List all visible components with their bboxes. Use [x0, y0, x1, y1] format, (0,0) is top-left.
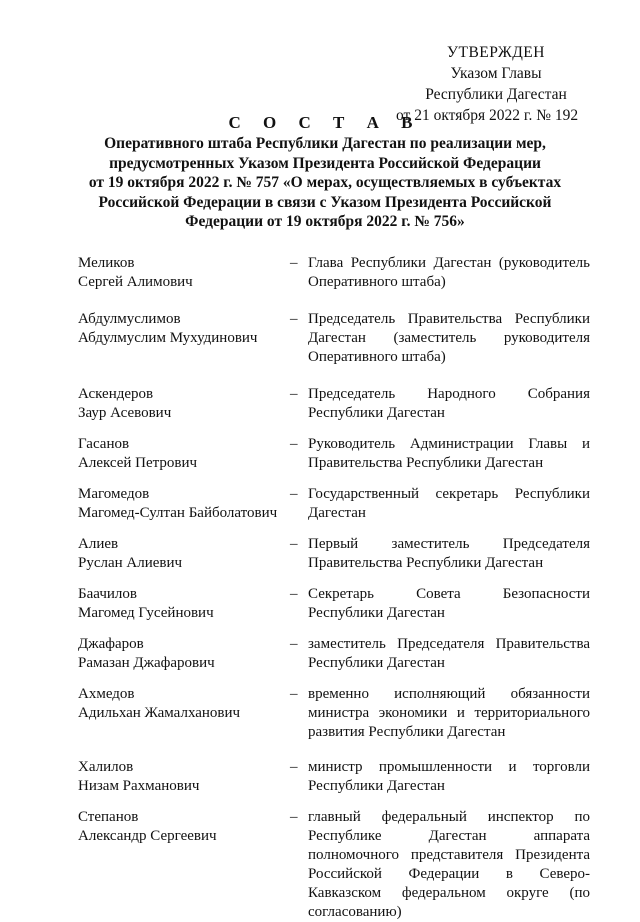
member-given-names: Александр Сергеевич — [78, 828, 217, 844]
members-list — [78, 254, 590, 922]
member-name — [78, 254, 290, 292]
member-surname: Халилов — [78, 759, 134, 775]
member-dash: – — [290, 809, 298, 825]
approval-status: УТВЕРЖДЕН — [447, 44, 545, 61]
member-dash: – — [290, 486, 298, 502]
member-given-names: Магомед-Султан Байболатович — [78, 505, 278, 521]
member-entry — [78, 385, 590, 423]
member-dash: – — [290, 436, 298, 452]
member-name — [78, 758, 290, 796]
approval-line-2: Республики Дагестан — [425, 86, 567, 103]
member-surname: Джафаров — [78, 636, 144, 652]
member-role: Председатель Правительства Республики Дагестан (заместитель руководителя Оперативного штаба) — [308, 311, 590, 365]
member-name — [78, 635, 290, 673]
approval-date: от 21 октября 2022 г. № 192 — [396, 107, 579, 124]
member-entry — [78, 254, 590, 292]
member-surname: Ахмедов — [78, 686, 135, 702]
member-dash: – — [290, 386, 298, 402]
member-entry — [78, 685, 590, 742]
member-role: главный федеральный инспектор по Республике Дагестан аппарата полномочного представителя Президента Российской Федерации в Северо-Кавказском федеральном округе (по согласованию) — [308, 809, 590, 920]
member-name — [78, 535, 290, 573]
member-entry — [78, 758, 590, 796]
member-dash: – — [290, 636, 298, 652]
member-surname: Абдулмуслимов — [78, 311, 181, 327]
member-name — [78, 435, 290, 473]
member-entry — [78, 435, 590, 473]
document-subtitle: Оперативного штаба Республики Дагестан по реализации мер, предусмотренных Указом Президента Российской Федерации от 19 октября 2022 г. № 757 «О мерах, осуществляемых в субъектах Российской Федерации в связи с Указом Президента Российской Федерации от 19 октября 2022 г. № 756» — [88, 135, 562, 230]
member-entry — [78, 485, 590, 523]
member-given-names: Руслан Алиевич — [78, 555, 183, 571]
member-surname: Степанов — [78, 809, 139, 825]
member-role: заместитель Председателя Правительства Республики Дагестан — [308, 636, 590, 671]
member-given-names: Заур Асевович — [78, 405, 172, 421]
member-given-names: Адильхан Жамалханович — [78, 705, 241, 721]
member-role: временно исполняющий обязанности министра экономики и территориального развития Республики Дагестан — [308, 686, 590, 740]
member-surname: Меликов — [78, 255, 135, 271]
member-given-names: Рамазан Джафарович — [78, 655, 215, 671]
member-entry — [78, 585, 590, 623]
member-given-names: Сергей Алимович — [78, 274, 193, 290]
member-given-names: Алексей Петрович — [78, 455, 198, 471]
document-heading — [80, 112, 570, 232]
member-entry — [78, 635, 590, 673]
member-name — [78, 485, 290, 523]
member-dash: – — [290, 759, 298, 775]
member-given-names: Магомед Гусейнович — [78, 605, 214, 621]
member-name — [78, 585, 290, 623]
member-given-names: Низам Рахманович — [78, 778, 200, 794]
member-given-names: Абдулмуслим Мухудинович — [78, 330, 258, 346]
member-dash: – — [290, 536, 298, 552]
member-role: Первый заместитель Председателя Правительства Республики Дагестан — [308, 536, 590, 571]
member-role: Председатель Народного Собрания Республики Дагестан — [308, 386, 590, 421]
member-surname: Аскендеров — [78, 386, 154, 402]
member-role: Секретарь Совета Безопасности Республики Дагестан — [308, 586, 590, 621]
member-dash: – — [290, 586, 298, 602]
member-dash: – — [290, 686, 298, 702]
member-entry — [78, 535, 590, 573]
member-role: Руководитель Администрации Главы и Правительства Республики Дагестан — [308, 436, 590, 471]
member-entry — [78, 310, 590, 367]
member-dash: – — [290, 255, 298, 271]
member-name — [78, 685, 290, 742]
member-surname: Магомедов — [78, 486, 150, 502]
member-name — [78, 385, 290, 423]
member-role: Глава Республики Дагестан (руководитель Оперативного штаба) — [308, 255, 590, 290]
member-name — [78, 310, 290, 367]
member-role: Государственный секретарь Республики Дагестан — [308, 486, 590, 521]
approval-line-1: Указом Главы — [450, 65, 542, 82]
member-surname: Гасанов — [78, 436, 130, 452]
member-surname: Алиев — [78, 536, 119, 552]
member-surname: Баачилов — [78, 586, 137, 602]
member-role: министр промышленности и торговли Республики Дагестан — [308, 759, 590, 794]
document-title: С О С Т А В — [228, 113, 422, 132]
member-dash: – — [290, 311, 298, 327]
